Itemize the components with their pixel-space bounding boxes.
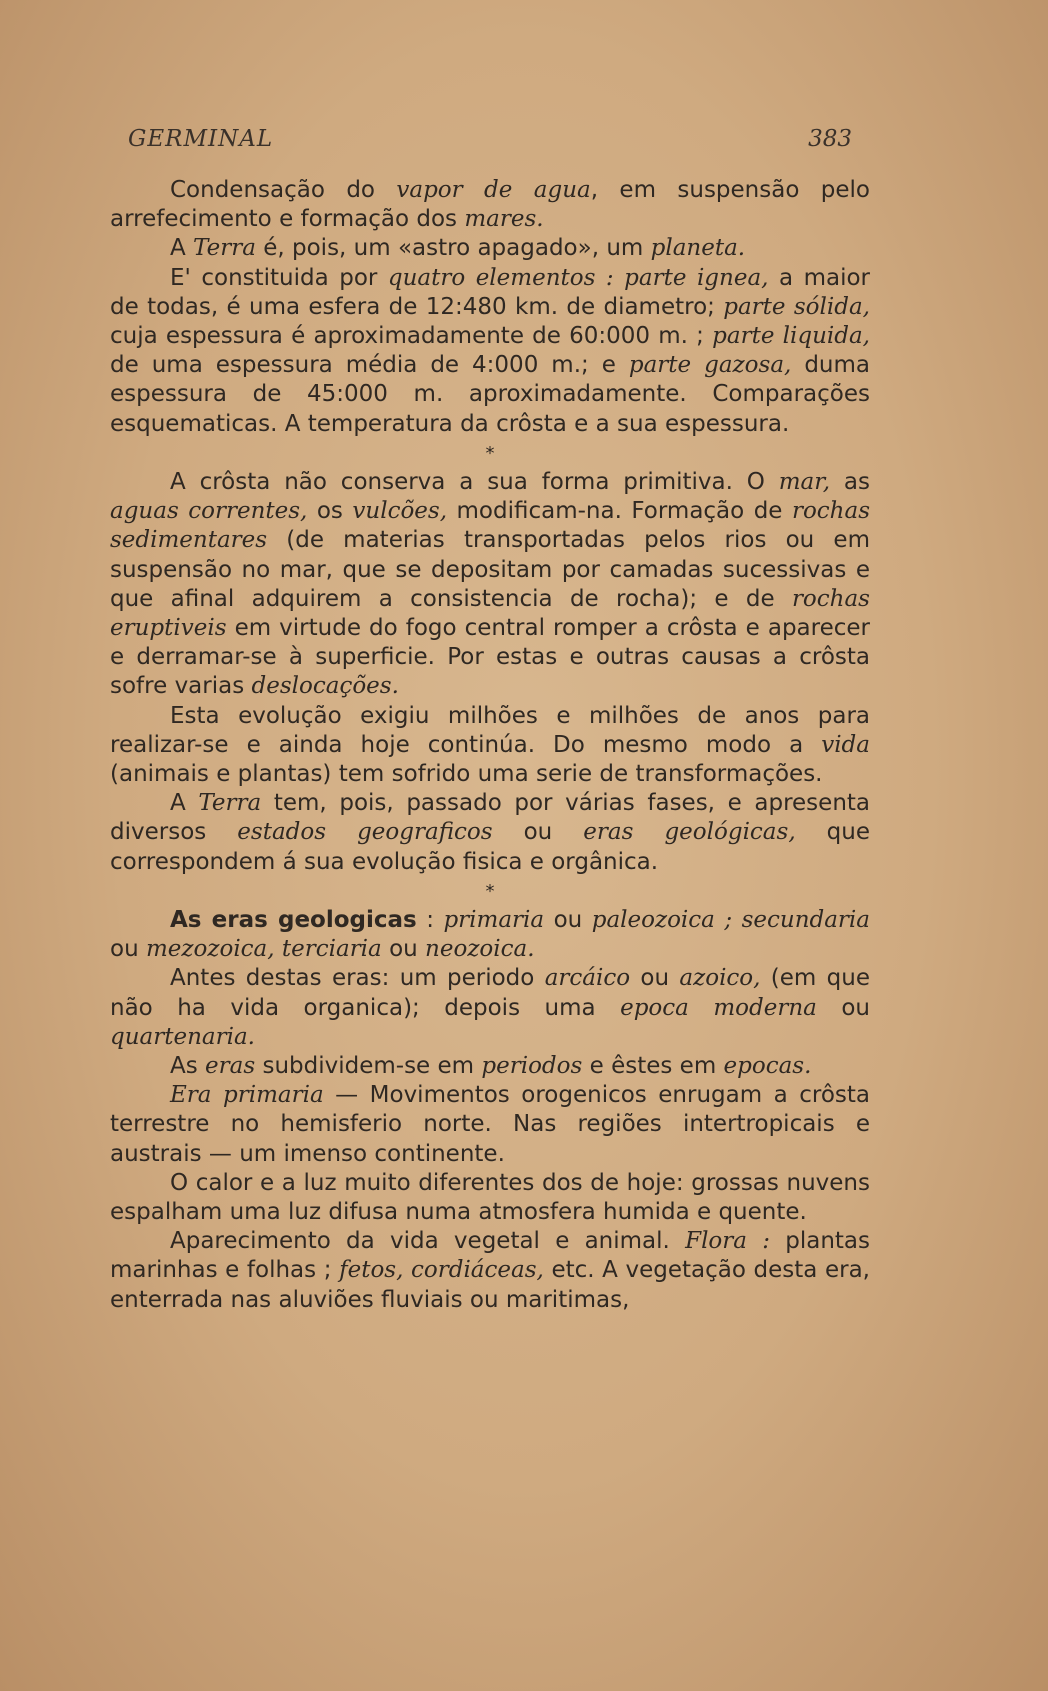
text-run: os xyxy=(307,498,353,525)
text-run: Antes destas eras: um periodo xyxy=(170,965,545,992)
italic-run: Flora : xyxy=(685,1228,770,1255)
paragraph xyxy=(110,1081,870,1169)
text-run: (animais e plantas) tem sofrido uma serie de transformações. xyxy=(110,761,823,788)
asterism: * xyxy=(485,880,495,902)
text-run: Aparecimento da vida vegetal e animal. xyxy=(170,1228,686,1255)
text-run: que correspondem á sua evolução fisica e orgânica. xyxy=(110,819,871,875)
section-separator xyxy=(110,439,870,468)
italic-run: parte gazosa, xyxy=(628,352,792,379)
text-run: O calor e a luz muito diferentes dos de hoje: grossas nuvens espalham uma luz difusa numa atmosfera humida e quente. xyxy=(110,1169,870,1226)
italic-run: quartenaria. xyxy=(110,1023,255,1050)
paragraph xyxy=(110,906,870,964)
italic-run: eras xyxy=(205,1053,256,1080)
italic-run: fetos, cordiáceas, xyxy=(339,1257,544,1284)
text-run: (em que não ha vida organica); depois uma xyxy=(110,965,870,1021)
italic-run: mezozoica, terciaria xyxy=(145,936,382,963)
paragraph xyxy=(110,789,870,877)
bold-run: As eras geologicas xyxy=(170,907,417,934)
text-run: — Movimentos orogenicos enrugam a crôsta terrestre no hemisferio norte. Nas regiões intertropicais e austrais — um imenso continente. xyxy=(110,1082,870,1167)
text-run: modificam-na. Formação de xyxy=(447,498,792,525)
text-run: ou xyxy=(630,965,680,992)
italic-run: Terra xyxy=(198,790,262,817)
asterism: * xyxy=(485,442,495,464)
italic-run: paleozoica ; secundaria xyxy=(591,907,870,934)
italic-run: aguas correntes, xyxy=(110,498,308,525)
italic-run: vapor de agua xyxy=(396,177,591,203)
italic-run: quatro elementos : parte ignea, xyxy=(387,264,769,291)
italic-run: parte sólida, xyxy=(723,293,870,320)
page-header xyxy=(128,126,852,156)
text-run: etc. A vegetação desta era, enterrada nas aluviões fluviais ou maritimas, xyxy=(110,1257,870,1313)
text-run: plantas marinhas e folhas ; xyxy=(110,1228,870,1284)
italic-run: periodos xyxy=(481,1053,583,1080)
text-run: : xyxy=(416,907,444,934)
italic-run: Terra xyxy=(193,235,256,262)
italic-run: rochas sedimentares xyxy=(110,498,871,554)
text-run: Condensação do xyxy=(170,177,397,203)
page-number: 383 xyxy=(808,126,852,152)
section-separator xyxy=(110,877,870,906)
paragraph xyxy=(110,264,870,439)
text-run: e êstes em xyxy=(582,1053,724,1080)
text-run: ou xyxy=(816,994,870,1021)
italic-run: neozoica. xyxy=(425,936,535,963)
italic-run: mares. xyxy=(464,206,544,233)
text-run: a maior de todas, é uma esfera de 12:480 km. de diametro; xyxy=(110,264,871,320)
paragraph xyxy=(110,964,870,1052)
text-run: ou xyxy=(492,819,584,846)
text-run: duma espessura de 45:000 m. aproximadamente. Comparações esquematicas. A temperatura da crôsta e a sua espessura. xyxy=(110,352,870,437)
italic-run: rochas eruptiveis xyxy=(110,585,870,642)
italic-run: azoico, xyxy=(679,965,761,992)
text-run: A crôsta não conserva a sua forma primitiva. O xyxy=(170,469,779,496)
paragraph xyxy=(110,468,870,702)
text-run: Esta evolução exigiu milhões e milhões de anos para realizar-se e ainda hoje continúa. Do mesmo modo a xyxy=(110,702,870,758)
paragraph xyxy=(110,176,870,234)
italic-run: mar, xyxy=(778,469,831,496)
italic-run: estados geograficos xyxy=(237,819,493,846)
italic-run: primaria xyxy=(443,907,545,934)
italic-run: deslocações. xyxy=(251,673,399,700)
text-run: ou xyxy=(544,907,592,934)
text-run: A xyxy=(170,790,199,817)
text-run: as xyxy=(830,469,870,496)
text-run: (de materias transportadas pelos rios ou em suspensão no mar, que se depositam por camadas sucessivas e que afinal adquirem a consistencia de rocha); e de xyxy=(110,527,870,612)
italic-run: vida xyxy=(821,731,870,758)
text-run: é, pois, um «astro apagado», um xyxy=(255,235,651,262)
italic-run: epocas. xyxy=(723,1053,812,1080)
paragraph xyxy=(110,702,870,790)
text-run: , em suspensão pelo arrefecimento e formação dos xyxy=(110,177,870,233)
text-run: cuja espessura é aproximadamente de 60:000 m. ; xyxy=(110,323,713,350)
text-run: tem, pois, passado por várias fases, e apresenta diversos xyxy=(110,790,871,846)
italic-run: planeta. xyxy=(650,235,746,262)
text-run: ou xyxy=(381,936,426,963)
paragraph xyxy=(110,1052,870,1081)
paragraph xyxy=(110,1227,870,1315)
italic-run: Era primaria xyxy=(170,1082,324,1109)
text-run: ou xyxy=(110,936,146,963)
running-title: GERMINAL xyxy=(128,126,274,152)
text-run: E' constituida por xyxy=(170,264,388,291)
text-run: As xyxy=(170,1053,206,1080)
italic-run: parte liquida, xyxy=(712,323,870,350)
text-run: de uma espessura média de 4:000 m.; e xyxy=(110,352,629,379)
italic-run: arcáico xyxy=(544,965,631,992)
text-run: subdividem-se em xyxy=(255,1053,482,1080)
paragraph xyxy=(110,1169,870,1227)
italic-run: epoca moderna xyxy=(620,994,817,1021)
body-text xyxy=(110,176,870,1315)
italic-run: vulcões, xyxy=(352,498,448,525)
text-run: A xyxy=(170,235,194,262)
italic-run: eras geológicas, xyxy=(583,819,796,846)
text-run: em virtude do fogo central romper a crôsta e aparecer e derramar-se à superficie. Por estas e outras causas a crôsta sofre varias xyxy=(110,615,870,700)
paragraph xyxy=(110,234,870,263)
